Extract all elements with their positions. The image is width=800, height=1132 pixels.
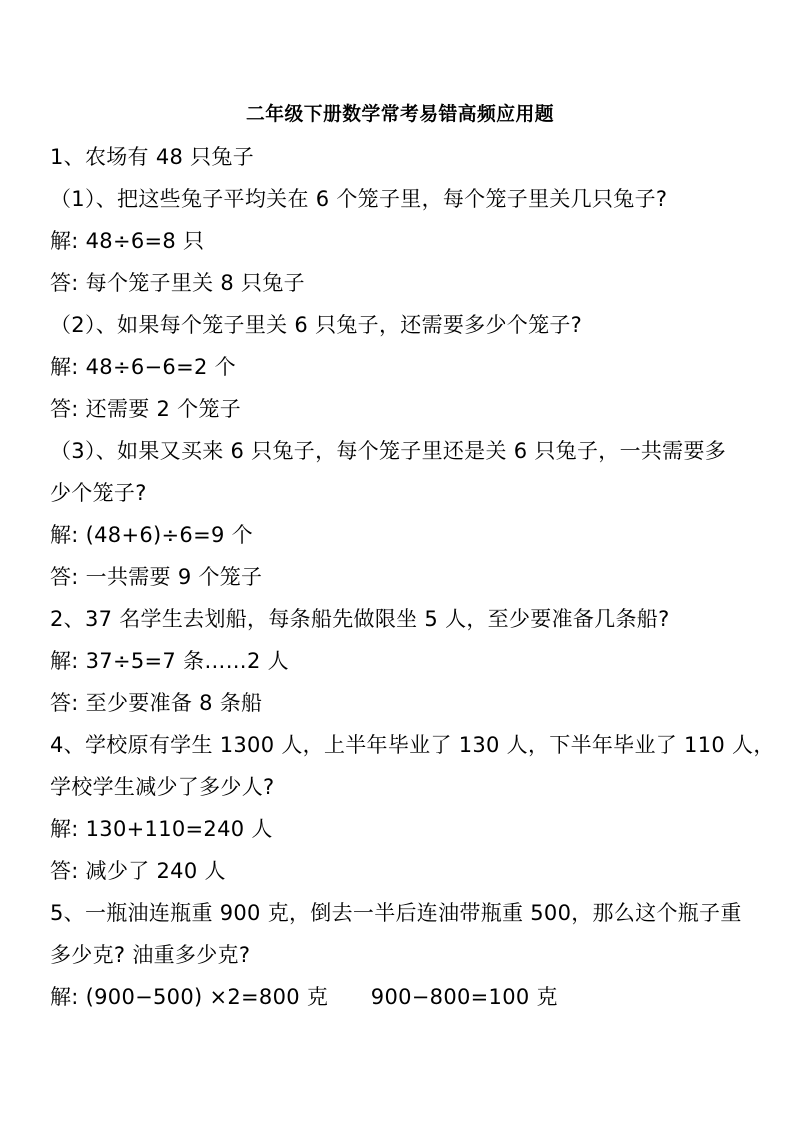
problem-1-question-1: （1）、把这些兔子平均关在 6 个笼子里，每个笼子里关几只兔子? [50,187,668,211]
problem-2-statement: 2、37 名学生去划船，每条船先做限坐 5 人，至少要准备几条船? [50,607,670,631]
problem-1-solution-2: 解: 48÷6−6=2 个 [50,355,236,379]
problem-1-solution-3: 解: (48+6)÷6=9 个 [50,523,253,547]
problem-4-statement-continued: 学校学生减少了多少人? [50,775,275,799]
problem-2-solution: 解: 37÷5=7 条……2 人 [50,649,289,673]
problem-1-solution-1: 解: 48÷6=8 只 [50,229,205,253]
document-title: 二年级下册数学常考易错高频应用题 [246,104,554,125]
problem-2-answer: 答: 至少要准备 8 条船 [50,691,263,715]
problem-5-statement: 5、一瓶油连瓶重 900 克，倒去一半后连油带瓶重 500，那么这个瓶子重 [50,901,742,925]
problem-1-question-2: （2）、如果每个笼子里关 6 只兔子，还需要多少个笼子? [50,313,583,337]
problem-5-solution: 解: (900−500) ×2=800 克 900−800=100 克 [50,985,558,1009]
problem-4-solution: 解: 130+110=240 人 [50,817,273,841]
problem-1-answer-3: 答: 一共需要 9 个笼子 [50,565,263,589]
problem-1-statement: 1、农场有 48 只兔子 [50,145,255,169]
problem-5-statement-continued: 多少克? 油重多少克? [50,943,251,967]
problem-1-answer-1: 答: 每个笼子里关 8 只兔子 [50,271,305,295]
problem-1-question-3-continued: 少个笼子? [50,481,147,505]
problem-1-answer-2: 答: 还需要 2 个笼子 [50,397,242,421]
problem-4-statement: 4、学校原有学生 1300 人，上半年毕业了 130 人，下半年毕业了 110 人， [50,733,775,757]
problem-4-answer: 答: 减少了 240 人 [50,859,226,883]
problem-1-question-3: （3）、如果又买来 6 只兔子，每个笼子里还是关 6 只兔子，一共需要多 [50,439,727,463]
